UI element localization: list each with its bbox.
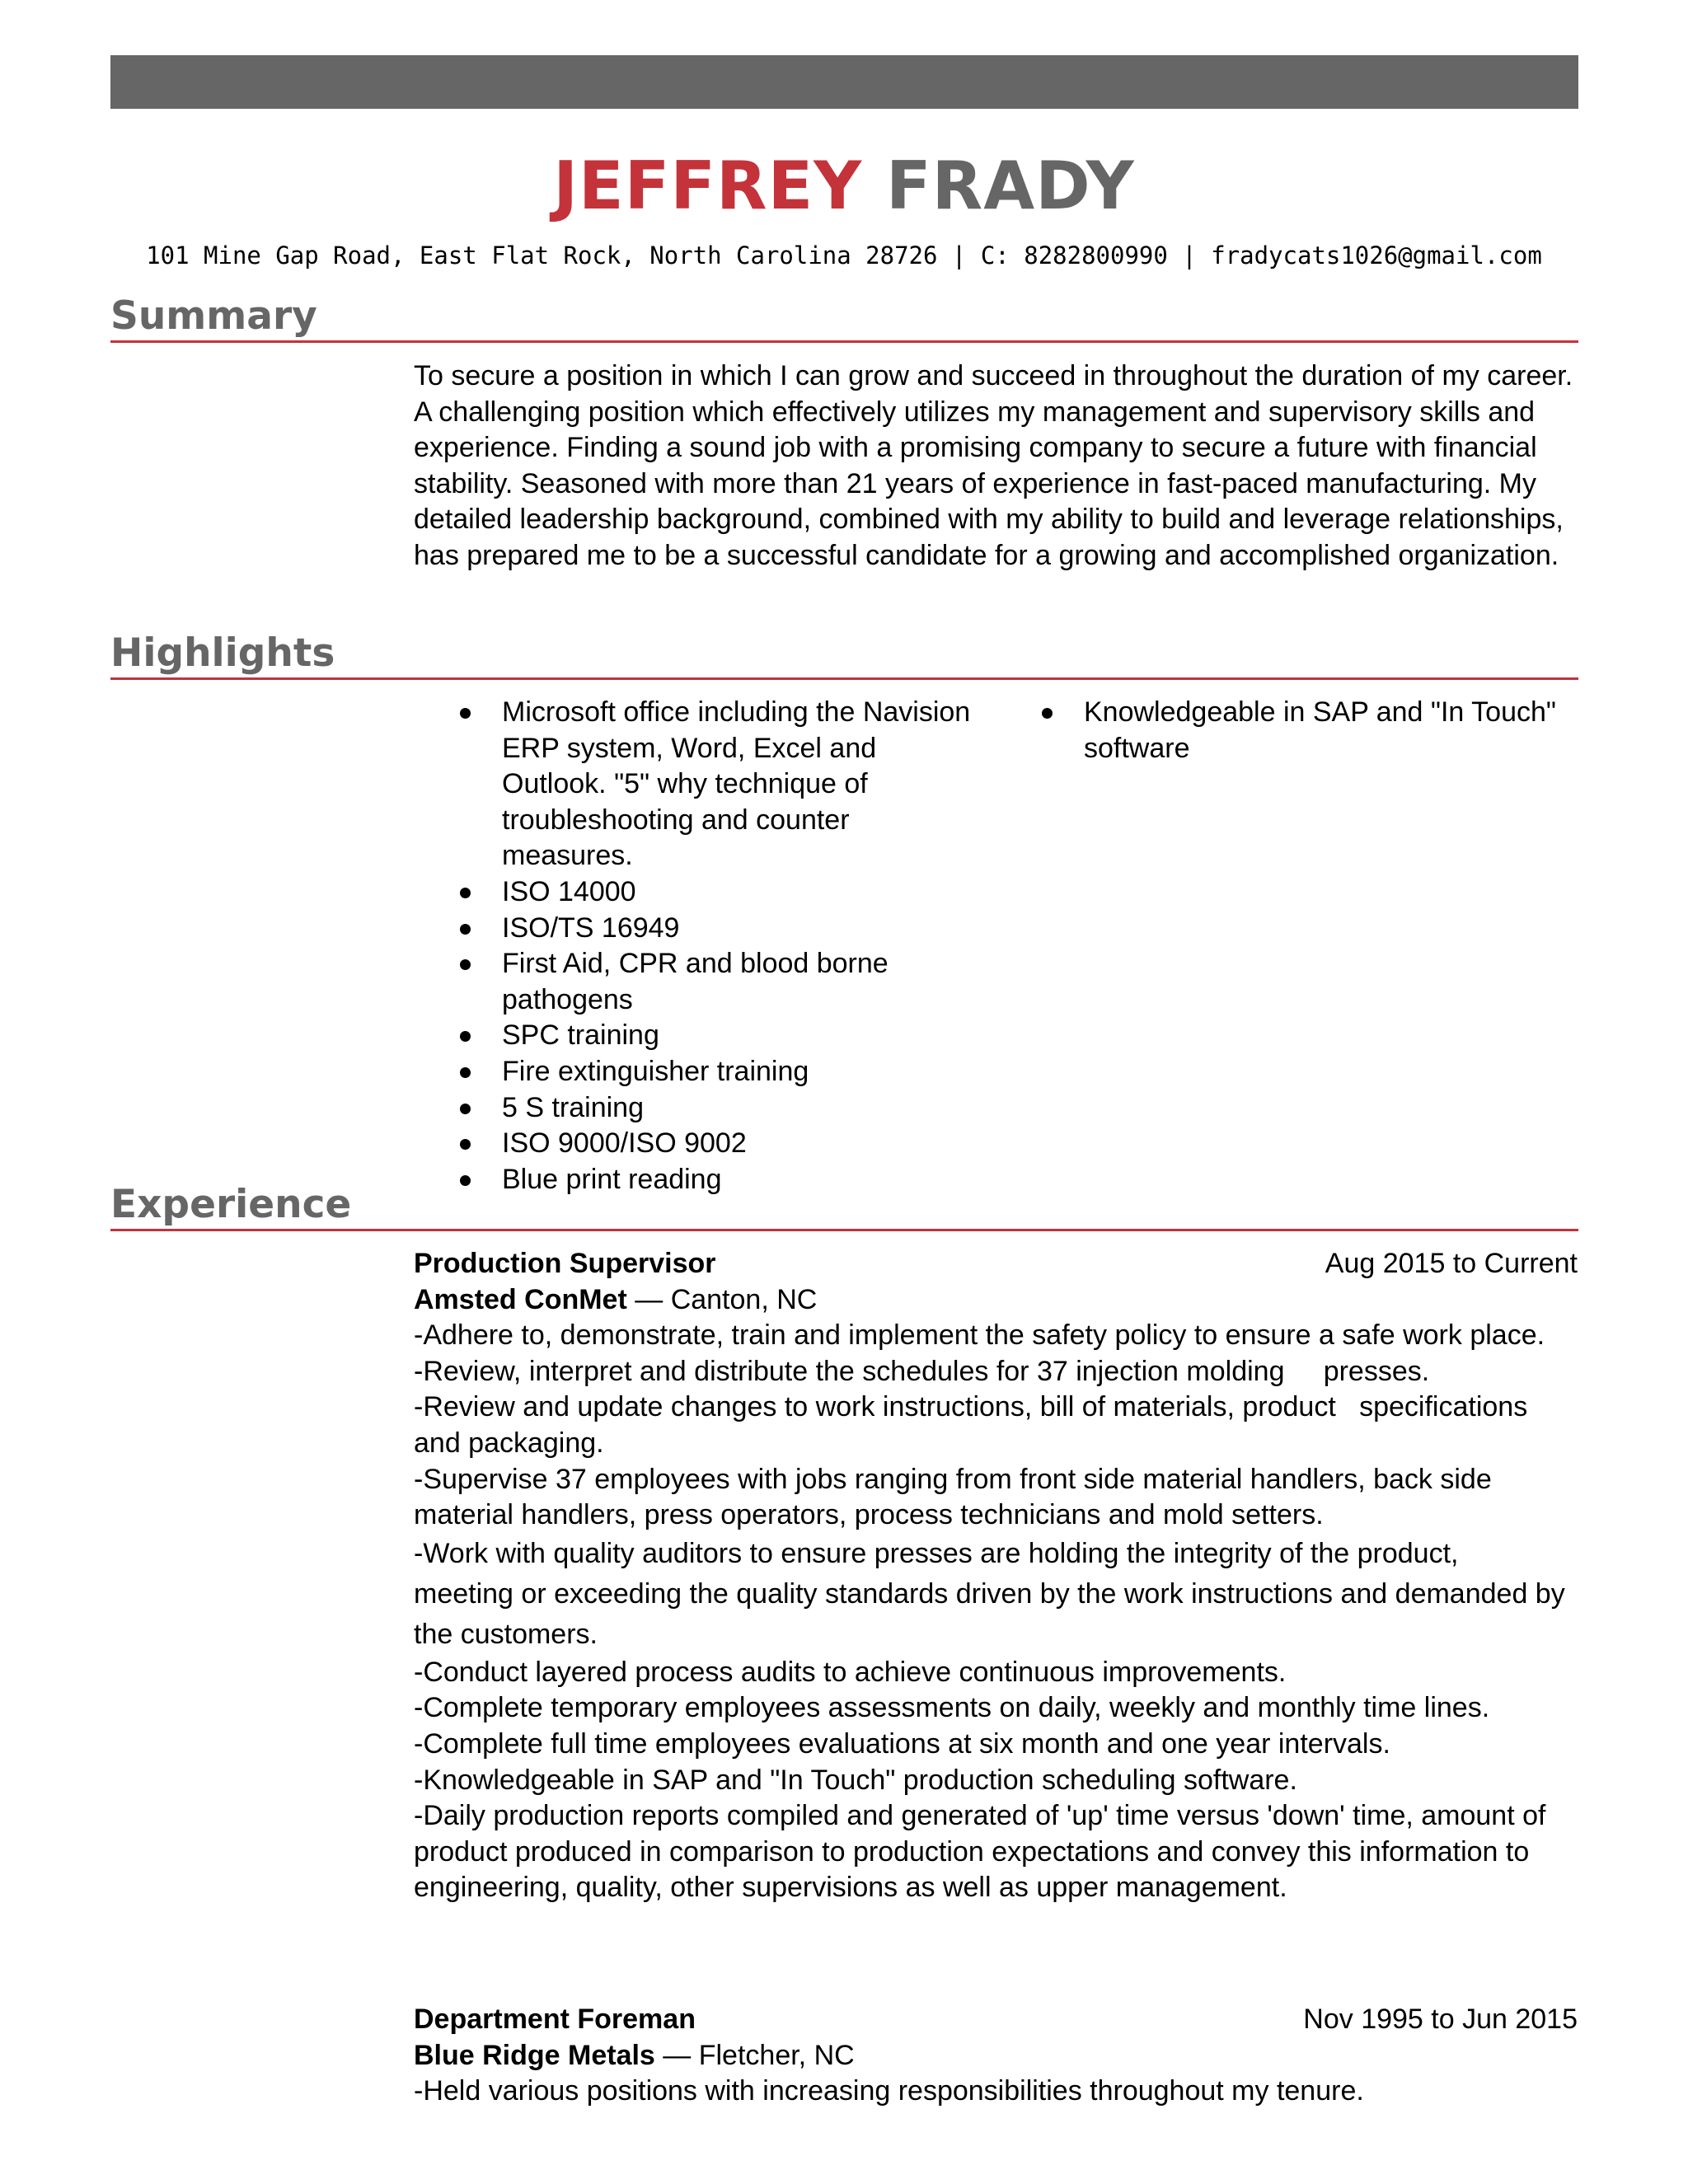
summary-rule [110,340,1578,343]
job-header [414,2002,1578,2038]
last-name: FRADY [886,148,1135,224]
summary-text [414,359,1584,574]
job-duty: -Conduct layered process audits to achieve continuous improvements. [414,1656,1287,1688]
job-location: — Canton, NC [626,1283,818,1315]
job-dates: Aug 2015 to Current [1325,1248,1578,1279]
job-duty: -Held various positions with increasing responsibilities throughout my tenure. [414,2075,1364,2107]
highlight-item: Knowledgeable in SAP and "In Touch" software [1042,695,1569,766]
job-company-line [414,1282,1578,1319]
summary-line: detailed leadership background, combined with my ability to build and leverage relationships, [414,504,1564,536]
job-duty: material handlers, press operators, process technicians and mold setters. [414,1499,1324,1531]
highlight-item: Blue print reading [460,1162,987,1198]
highlight-item: SPC training [460,1018,987,1054]
highlight-item: Microsoft office including the Navision ERP system, Word, Excel and Outlook. "5" why technique of troubleshooting and counter measures. [460,695,987,874]
contact-line: 101 Mine Gap Road, East Flat Rock, North Carolina 28726 | C: 8282800990 | fradycats1026@gmail.com [146,241,1542,269]
highlights-heading: Highlights [110,630,335,676]
job-duty: meeting or exceeding the quality standards driven by the work instructions and demanded by [414,1577,1565,1610]
summary-line: experience. Finding a sound job with a promising company to secure a future with financial [414,432,1537,464]
job-duty: product produced in comparison to production expectations and convey this information to [414,1835,1530,1868]
highlight-item: First Aid, CPR and blood borne pathogens [460,946,987,1018]
job-dates: Nov 1995 to Jun 2015 [1303,2004,1578,2035]
job-duty: -Knowledgeable in SAP and "In Touch" production scheduling software. [414,1764,1297,1796]
summary-line: To secure a position in which I can grow and succeed in throughout the duration of my career. [414,360,1573,391]
job-duty: engineering, quality, other supervisions as well as upper management. [414,1872,1287,1904]
experience-rule [110,1229,1578,1231]
company-name: Amsted ConMet [414,1283,627,1315]
summary-line: A challenging position which effectively utilizes my management and supervisory skills and [414,396,1536,428]
job-location: — Fletcher, NC [654,2039,855,2071]
summary-heading: Summary [110,293,317,339]
job-duty: -Daily production reports compiled and generated of 'up' time versus 'down' time, amount of [414,1800,1546,1832]
job-duty: -Adhere to, demonstrate, train and implement the safety policy to ensure a safe work place. [414,1319,1545,1352]
first-name: JEFFREY [553,148,863,224]
highlight-item: ISO/TS 16949 [460,911,987,947]
company-name: Blue Ridge Metals [414,2039,655,2071]
job-duty: -Complete temporary employees assessments on daily, weekly and monthly time lines. [414,1692,1490,1724]
job-header [414,1246,1578,1282]
highlight-item: ISO 14000 [460,874,987,911]
job-duty: the customers. [414,1618,598,1650]
summary-line: stability. Seasoned with more than 21 years of experience in fast-paced manufacturing. My [414,467,1536,499]
highlights-list-right [1042,695,1569,766]
highlight-item: ISO 9000/ISO 9002 [460,1126,987,1162]
job-title: Department Foreman [414,2004,696,2035]
job-duty: -Supervise 37 employees with jobs ranging from front side material handlers, back side [414,1463,1492,1495]
job-duty: -Complete full time employees evaluations at six month and one year intervals. [414,1727,1390,1760]
job-duty: and packaging. [414,1427,604,1459]
header-bar [110,55,1578,109]
summary-line: has prepared me to be a successful candidate for a growing and accomplished organization. [414,539,1559,571]
highlight-item: 5 S training [460,1090,987,1127]
highlights-list-left [460,695,987,1197]
job-entry [414,1246,1578,1906]
highlights-rule [110,677,1578,680]
highlight-item: Fire extinguisher training [460,1054,987,1090]
experience-heading: Experience [110,1182,352,1227]
job-duty: -Review, interpret and distribute the schedules for 37 injection molding presses. [414,1355,1430,1387]
job-entry [414,2002,1578,2110]
job-company-line [414,2038,1578,2074]
job-duty: -Work with quality auditors to ensure presses are holding the integrity of the product, [414,1537,1459,1569]
job-title: Production Supervisor [414,1248,716,1279]
job-duty: -Review and update changes to work instructions, bill of materials, product specifications [414,1391,1528,1423]
candidate-name [0,145,1688,227]
